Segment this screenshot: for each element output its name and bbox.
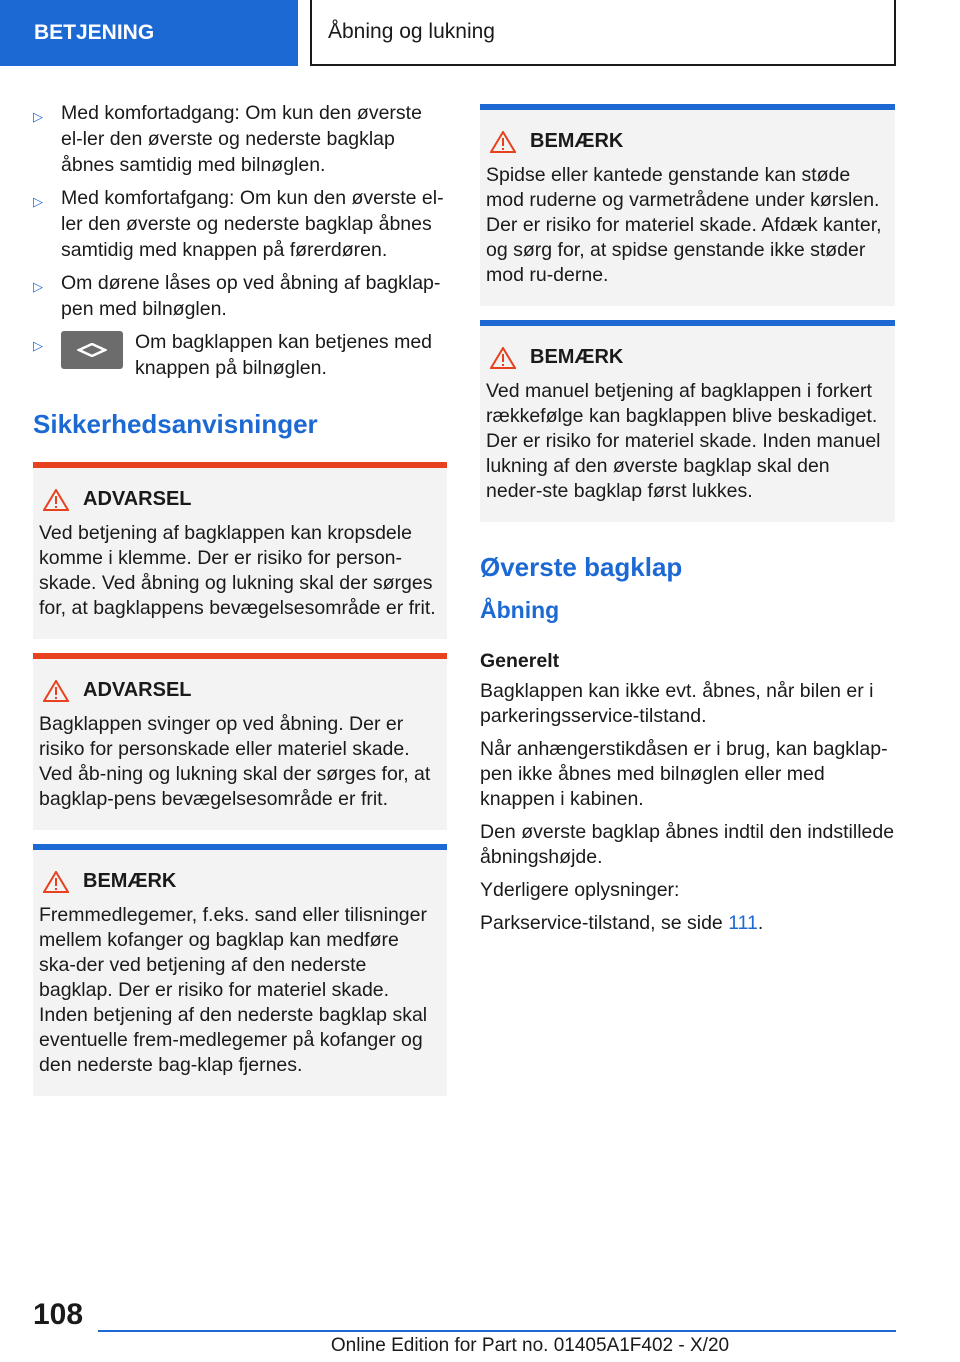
list-item: [33, 329, 447, 381]
note-title: BEMÆRK: [486, 130, 887, 153]
note-box: [33, 844, 447, 1096]
note-title: BEMÆRK: [39, 870, 439, 893]
warning-triangle-icon: [43, 489, 69, 511]
warning-triangle-icon: [43, 871, 69, 893]
warning-text: Ved betjening af bagklappen kan kropsdele komme i klemme. Der er risiko for person-skade. Ved åbning og lukning skal der sørges for, at bagklappens bevægelsesområde er frit.: [39, 522, 436, 619]
note-text: Fremmedlegemer, f.eks. sand eller tilisninger mellem kofanger og bagklap kan medføre ska-der ved betjening af den nederste bagklap. Der er risiko for materiel skade. Inden betjening af den nederste bagklap skal eventuelle frem-medlegemer på kofanger og den nederste bag-klap fjernes.: [39, 904, 428, 1076]
paragraph: Den øverste bagklap åbnes indtil den indstillede åbningshøjde.: [480, 821, 895, 868]
footer-rule: [98, 1330, 896, 1332]
warning-title: ADVARSEL: [39, 488, 439, 511]
page-link[interactable]: 111: [728, 912, 758, 934]
warning-box: [33, 653, 447, 830]
bullet-arrow-icon: ▷: [33, 338, 43, 353]
warning-text: Bagklappen svinger op ved åbning. Der er risiko for personskade eller materiel skade. Ved åb-ning og lukning skal der sørges for, at bagklap-pens bevægelsesområde er frit.: [39, 713, 431, 810]
bullet-arrow-icon: ▷: [33, 194, 43, 209]
note-title: BEMÆRK: [486, 346, 887, 369]
list-item-text: Med komfortafgang: Om kun den øverste el-ler den øverste og nederste bagklap åbnes samtidig med knappen på førerdøren.: [61, 187, 444, 261]
note-box: [480, 104, 895, 306]
cross-reference: Parkservice-tilstand, se side 111.: [480, 912, 764, 934]
list-item-text: Om bagklappen kan betjenes med knappen på bilnøglen.: [135, 331, 433, 379]
list-item-text: Om dørene låses op ved åbning af bagklap-pen med bilnøglen.: [61, 272, 441, 320]
list-item: [33, 100, 447, 178]
list-item: [33, 270, 447, 322]
minor-heading: Generelt: [480, 650, 560, 672]
page-number: 108: [33, 1298, 84, 1331]
chapter-heading: Øverste bagklap: [480, 552, 683, 582]
warning-box: [33, 462, 447, 639]
section-heading: Sikkerhedsanvisninger: [33, 409, 318, 439]
warning-triangle-icon: [43, 680, 69, 702]
list-item: [33, 185, 447, 263]
left-column: [33, 100, 447, 1110]
sub-heading: Åbning: [480, 597, 560, 623]
header-title: Åbning og lukning: [310, 0, 896, 66]
footer-text: Online Edition for Part no. 01405A1F402 - X/20: [330, 1335, 730, 1356]
warning-triangle-icon: [490, 131, 516, 153]
warning-title: ADVARSEL: [39, 679, 439, 702]
list-item-text: Med komfortadgang: Om kun den øverste el-ler den øverste og nederste bagklap åbnes samtidig med bilnøglen.: [61, 102, 422, 176]
bullet-arrow-icon: ▷: [33, 279, 43, 294]
header-section: BETJENING: [0, 0, 298, 66]
paragraph: Yderligere oplysninger:: [480, 879, 680, 901]
paragraph: Når anhængerstikdåsen er i brug, kan bagklap-pen ikke åbnes med bilnøglen eller med knappen i kabinen.: [480, 738, 888, 810]
right-column: [480, 104, 895, 944]
note-text: Ved manuel betjening af bagklappen i forkert rækkefølge kan bagklappen blive beskadiget. Der er risiko for materiel skade. Inden manuel lukning af den øverste bagklap skal den neder-ste bagklap først lukkes.: [486, 380, 881, 502]
warning-triangle-icon: [490, 347, 516, 369]
bullet-arrow-icon: ▷: [33, 109, 43, 124]
note-text: Spidse eller kantede genstande kan støde mod ruderne og varmetrådene under kørslen. Der er risiko for materiel skade. Afdæk kanter, og sørg for, at spidse genstande ikke støder mod ru-derne.: [486, 164, 882, 286]
paragraph: Bagklappen kan ikke evt. åbnes, når bilen er i parkeringsservice-tilstand.: [480, 680, 874, 727]
note-box: [480, 320, 895, 522]
tailgate-key-button-icon: [61, 331, 123, 369]
